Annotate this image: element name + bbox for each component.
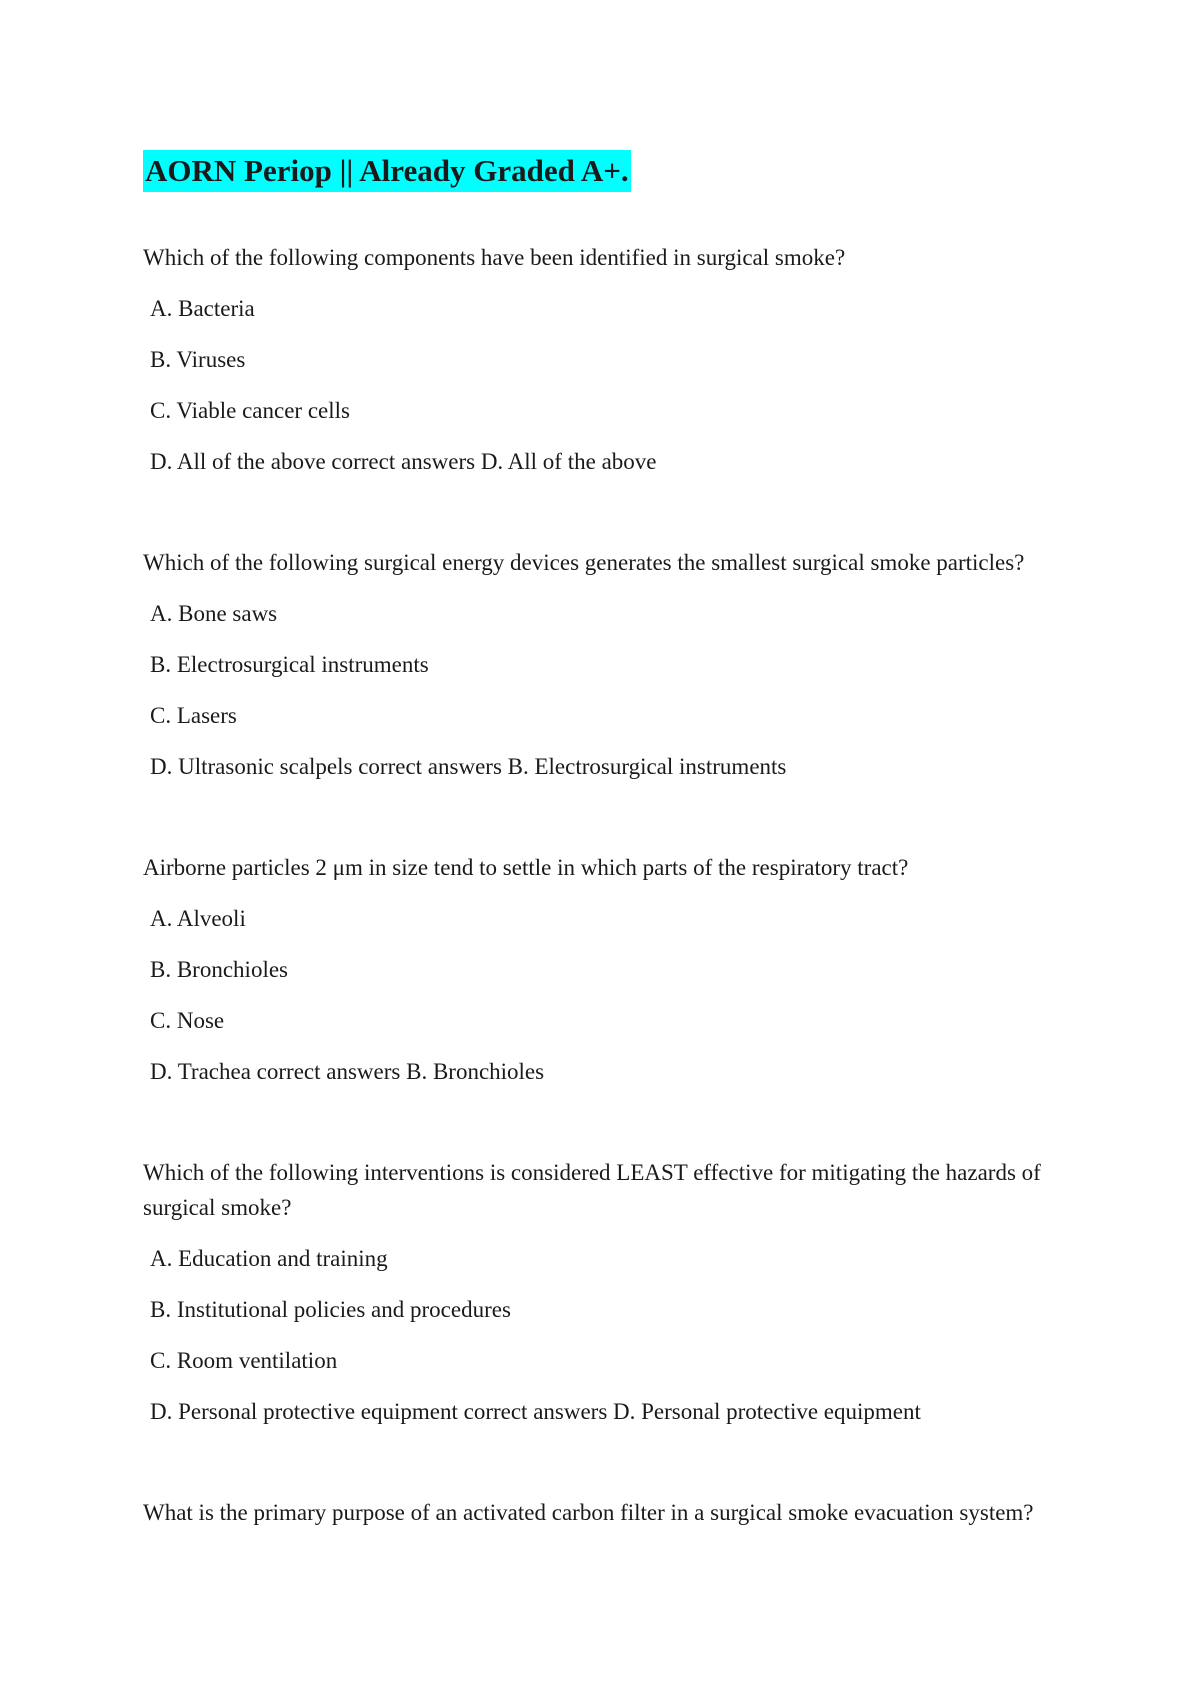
question-text: Which of the following components have been identified in surgical smoke? — [143, 245, 846, 270]
answer-option: D. Ultrasonic scalpels correct answers B. Electrosurgical instruments — [150, 754, 787, 779]
answer-option: B. Institutional policies and procedures — [150, 1297, 511, 1322]
question-block-1 — [143, 240, 1063, 479]
answer-option: C. Nose — [150, 1008, 225, 1033]
question-text: What is the primary purpose of an activated carbon filter in a surgical smoke evacuation system? — [143, 1500, 1034, 1525]
answer-option: A. Bone saws — [150, 601, 278, 626]
question-text: Which of the following interventions is considered LEAST effective for mitigating the hazards of surgical smoke? — [143, 1160, 1041, 1220]
question-block-2 — [143, 545, 1063, 784]
answer-option: D. Trachea correct answers B. Bronchioles — [150, 1059, 545, 1084]
answer-option: B. Bronchioles — [150, 957, 288, 982]
question-text: Which of the following surgical energy devices generates the smallest surgical smoke particles? — [143, 550, 1025, 575]
question-block-5 — [143, 1495, 1063, 1530]
answer-option: C. Viable cancer cells — [150, 398, 350, 423]
answer-option: A. Alveoli — [150, 906, 246, 931]
answer-option: B. Electrosurgical instruments — [150, 652, 429, 677]
answer-option: A. Education and training — [150, 1246, 388, 1271]
question-block-4 — [143, 1155, 1063, 1429]
question-block-3 — [143, 850, 1063, 1089]
document-title: AORN Periop || Already Graded A+. — [143, 150, 631, 192]
answer-option: C. Room ventilation — [150, 1348, 338, 1373]
answer-option: B. Viruses — [150, 347, 246, 372]
answer-option: D. Personal protective equipment correct answers D. Personal protective equipment — [150, 1399, 921, 1424]
answer-option: D. All of the above correct answers D. All of the above — [150, 449, 657, 474]
answer-option: A. Bacteria — [150, 296, 255, 321]
question-text: Airborne particles 2 μm in size tend to settle in which parts of the respiratory tract? — [143, 855, 909, 880]
document-page — [143, 150, 1063, 1546]
answer-option: C. Lasers — [150, 703, 237, 728]
